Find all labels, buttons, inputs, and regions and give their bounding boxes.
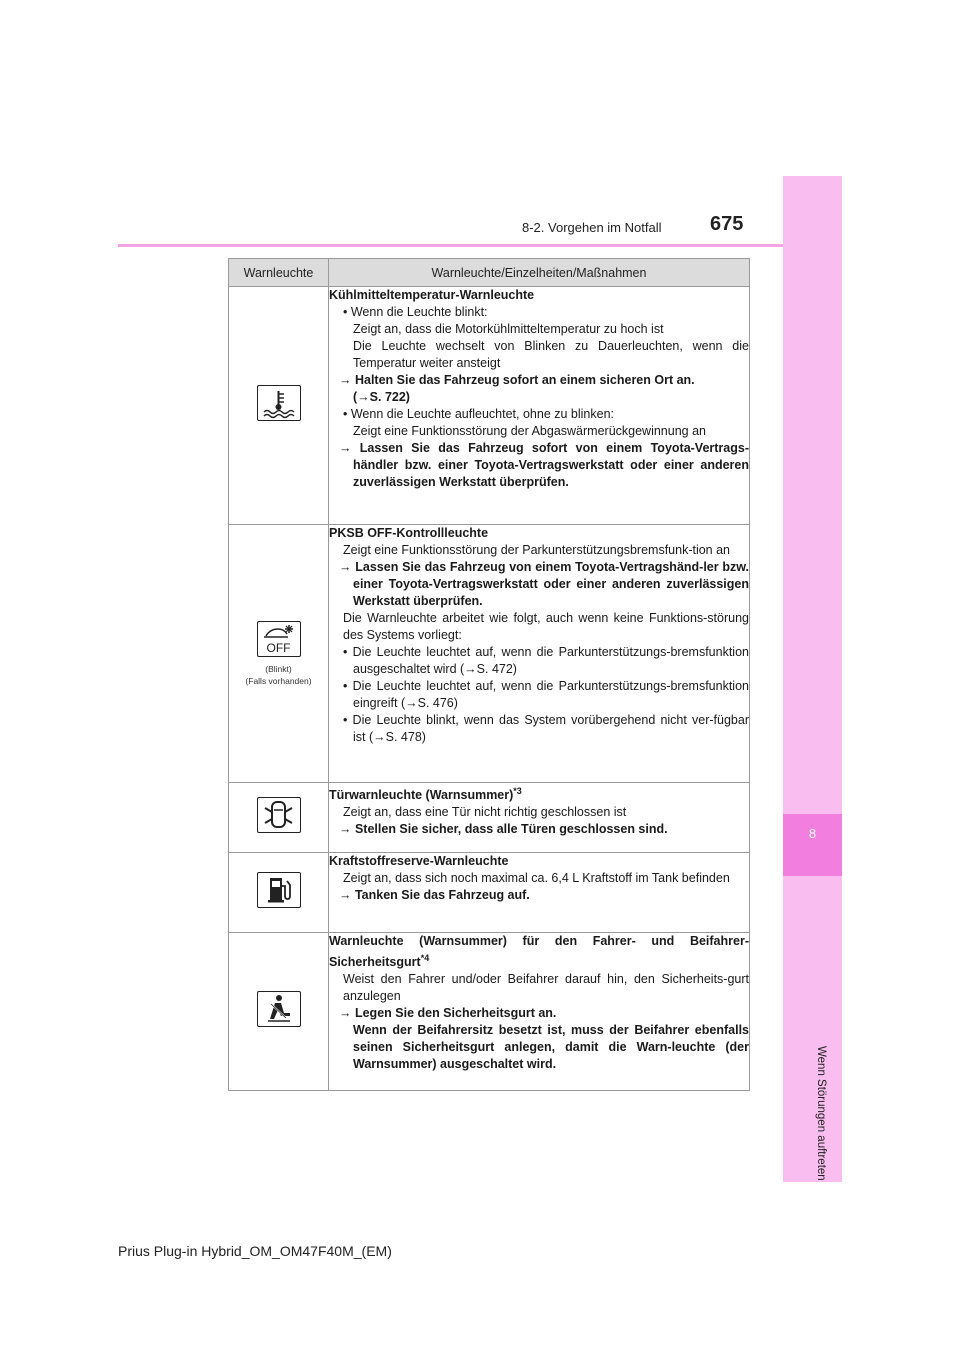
bullet-text: • Die Leuchte leuchtet auf, wenn die Parkunterstützungs-bremsfunktion ausgeschaltet wird (→S. 472) [343,645,749,676]
table-row [229,287,750,525]
table-row [229,783,750,853]
light-title: Kühlmitteltemperatur-Warnleuchte [329,288,535,302]
description-text: Die Warnleuchte arbeitet wie folgt, auch wenn keine Funktions-störung des Systems vorliegt: [343,611,749,642]
description-text: Zeigt eine Funktionsstörung der Parkunterstützungsbremsfunk-tion an [343,543,731,557]
description-cell [329,853,750,933]
column-header-details: Warnleuchte/Einzelheiten/Maßnahmen [329,259,750,287]
action-detail: Wenn der Beifahrersitz besetzt ist, muss der Beifahrer ebenfalls seinen Sicherheitsgurt anlegen, damit die Warn-leuchte (der Warnsummer) ausgeschaltet wird. [353,1023,749,1072]
blink-note: (Blinkt) [265,664,292,674]
table-row [229,933,750,1091]
action-text: → Lassen Sie das Fahrzeug von einem Toyota-Vertragshänd-ler bzw. einer Toyota-Vertragswerkstatt oder einer anderen zuverlässigen Werkstatt überprüfen. [339,560,749,608]
footnote-marker: *3 [513,786,522,796]
if-equipped-note: (Falls vorhanden) [245,676,312,686]
warning-light-table [228,258,750,1091]
bullet-detail: Zeigt an, dass die Motorkühlmitteltemperatur zu hoch ist [353,322,664,336]
action-text: → Stellen Sie sicher, dass alle Türen geschlossen sind. [339,822,668,837]
description-text: Zeigt an, dass sich noch maximal ca. 6,4 L Kraftstoff im Tank befinden [343,871,730,885]
action-text: → Halten Sie das Fahrzeug sofort an einem sicheren Ort an. [339,373,695,387]
icon-cell [229,933,329,1091]
chapter-number-block [783,814,842,876]
action-text: → Legen Sie den Sicherheitsgurt an. [339,1006,557,1021]
description-cell [329,783,750,853]
chapter-side-tab [783,176,842,1182]
light-title: Kraftstoffreserve-Warnleuchte [329,854,509,868]
icon-cell [229,783,329,853]
light-title-text: Türwarnleuchte (Warnsummer) [329,788,514,803]
bullet-detail: Zeigt eine Funktionsstörung der Abgaswärmerückgewinnung an [353,424,706,438]
icon-cell [229,525,329,783]
description-text: Zeigt an, dass eine Tür nicht richtig geschlossen ist [343,805,627,820]
header-rule [118,244,783,247]
action-text: → Lassen Sie das Fahrzeug sofort von einem Toyota-Vertrags-händler bzw. einer Toyota-Vertragswerkstatt oder einer anderen zuverlässigen Werkstatt überprüfen. [339,441,749,489]
description-cell [329,933,750,1091]
bullet-text: • Die Leuchte leuchtet auf, wenn die Parkunterstützungs-bremsfunktion eingreift (→S. 476) [343,679,749,710]
chapter-number: 8 [808,826,817,841]
light-title [329,783,749,804]
bullet-text: • Die Leuchte blinkt, wenn das System vorübergehend nicht ver-fügbar ist (→S. 478) [343,713,749,744]
document-footer: Prius Plug-in Hybrid_OM_OM47F40M_(EM) [118,1243,392,1259]
table-header-row [229,259,750,287]
icon-cell [229,853,329,933]
table-row [229,525,750,783]
table-row [229,853,750,933]
door-open-icon [257,797,301,833]
column-header-warning-light: Warnleuchte [229,259,329,287]
page-reference: (→S. 722) [353,390,410,404]
seatbelt-icon [257,991,301,1027]
description-text: Weist den Fahrer und/oder Beifahrer darauf hin, den Sicherheits-gurt anzulegen [343,972,749,1004]
coolant-temperature-icon [257,385,301,421]
icon-cell [229,287,329,525]
pksb-off-icon [257,621,301,657]
chapter-title: Wenn Störungen auftreten [815,1046,827,1181]
light-title [329,933,749,971]
light-title-text: Warnleuchte (Warnsummer) für den Fahrer- und Beifahrer-Sicherheitsgurt [329,934,749,970]
fuel-pump-icon [257,872,301,908]
bullet-text: • Wenn die Leuchte blinkt: [343,305,488,319]
light-title: PKSB OFF-Kontrollleuchte [329,526,489,540]
footnote-marker: *4 [420,953,430,963]
description-cell [329,287,750,525]
description-cell [329,525,750,783]
action-text: → Tanken Sie das Fahrzeug auf. [339,888,530,902]
pksb-off-icon-label: OFF [266,641,290,655]
section-title: 8-2. Vorgehen im Notfall [522,220,662,235]
bullet-text: • Wenn die Leuchte aufleuchtet, ohne zu blinken: [343,407,615,421]
bullet-detail: Die Leuchte wechselt von Blinken zu Dauerleuchten, wenn die Temperatur weiter ansteigt [353,339,749,370]
page-number: 675 [710,213,744,235]
